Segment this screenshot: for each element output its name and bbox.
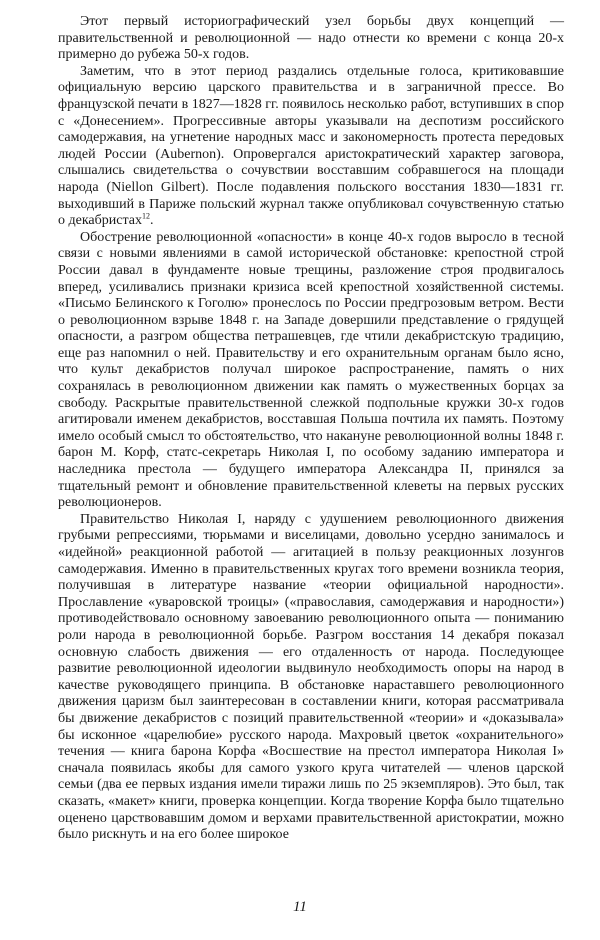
paragraph-2-text: Заметим, что в этот период раздались отдельные голоса, критиковавшие официальную версию царского правительства и в заграничной прессе. Во французской печати в 1827—1828 гг. появилось несколько работ, вступивших в спор с «Донесением». Прогрессивные авторы указывали на деспотизм российского самодержавия, на угнетение народных масс и закономерность протеста передовых людей России (Aubernon). Опровергался аристократический характер заговора, слышались свидетельства о сочувствии восставшим собравшегося на площади народа (Niellon Gilbert). После подавления польского восстания 1830—1831 гг. выходивший в Париже польский журнал также опубликовал сочувственную статью о декабристах xyxy=(58,63,564,229)
paragraph-4-text: Правительство Николая I, наряду с удушением революционного движения грубыми репрессиями, тюрьмами и виселицами, довольно усердно занималось и «идейной» реакционной работой — агитацией в пользу реакционных лозунгов самодержавия. Именно в правительственных кругах того времени возникла теория, получившая в литературе название «теории официальной народности». Прославление «уваровской троицы» («православия, самодержавия и народности») противодействовало основному завоеванию революционного опыта — пониманию роли народа в революционной борьбе. Разгром восстания 14 декабря показал основную слабость движения — его отдаленность от народа. Последующее развитие революционной идеологии выдвинуло необходимость опоры на народ в качестве руководящего принципа. В обстановке нараставшего революционного движения царизм был заинтересован в составлении книги, которая рассматривала бы движение декабристов с позиций правительственной «теории» и «доказывала» бы исконное «царелюбие» русского народа. Махровый цветок «охранительного» течения — книга барона Корфа «Восшествие на престол императора Николая I» сначала появилась якобы для самого узкого круга читателей — членов царской семьи (два ее первых издания имели тиражи лишь по 25 экземпляров). Это был, так сказать, «макет» книги, проверка концепции. Когда творение Корфа было тщательно оценено царствовавшим домом и верхами правительственной аристократии, можно было рискнуть и на его более широкое xyxy=(58,511,564,843)
page-number: 11 xyxy=(293,899,307,915)
paragraph-2 xyxy=(58,64,564,230)
paragraph-3-text: Обострение революционной «опасности» в конце 40-х годов выросло в тесной связи с новыми явлениями в самой исторической обстановке: крепостной строй России давал в фундаменте новые трещины, разложение строя продвигалось вперед, усиливались признаки кризиса всей крепостной хозяйственной системы. «Письмо Белинского к Гоголю» пронеслось по России предгрозовым ветром. Вести о революционном взрыве 1848 г. на Западе довершили представление о грядущей опасности, а разгром общества петрашевцев, где чтили декабристскую традицию, еще раз напомнил о ней. Правительству и его охранительным органам было ясно, что культ декабристов получал широкое распространение, память о них сохранялась в революционном движении как память о мужественных борцах за свободу. Раскрытые правительственной слежкой подпольные кружки 30-х годов агитировали именем декабристов, восставшая Польша почтила их память. Поэтому имело особый смысл то обстоятельство, что накануне революционной волны 1848 г. барон М. Корф, статс-секретарь Николая I, по особому заданию императора и наследника престола — будущего императора Александра II, принялся за тщательный ремонт и обновление правительственной клеветы на первых русских революционеров. xyxy=(58,229,564,511)
paragraph-4 xyxy=(58,512,564,844)
footnote-marker[interactable]: 12 xyxy=(141,211,150,221)
paragraph-1-text: Этот первый историографический узел борьбы двух концепций — правительственной и революционной — надо отнести ко времени с конца 20-х примерно до рубежа 50-х годов. xyxy=(58,14,564,63)
paragraph-1 xyxy=(58,14,564,64)
paragraph-3 xyxy=(58,230,564,512)
paragraph-2-end: . xyxy=(149,213,154,229)
body-text xyxy=(58,14,564,844)
